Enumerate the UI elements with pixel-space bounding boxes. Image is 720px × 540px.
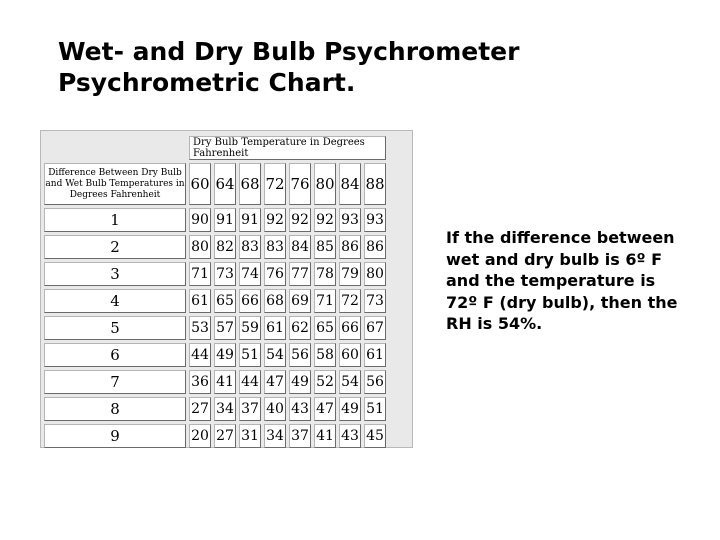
humidity-cell: 52 xyxy=(314,370,336,394)
psychrometric-table xyxy=(41,133,389,451)
table-row xyxy=(44,289,386,313)
humidity-cell: 43 xyxy=(289,397,311,421)
humidity-cell: 34 xyxy=(264,424,286,448)
humidity-cell: 43 xyxy=(339,424,361,448)
humidity-cell: 79 xyxy=(339,262,361,286)
humidity-cell: 83 xyxy=(239,235,261,259)
humidity-cell: 65 xyxy=(214,289,236,313)
top-header-row xyxy=(44,136,386,160)
temperature-header-cell: 84 xyxy=(339,163,361,205)
humidity-cell: 93 xyxy=(364,208,386,232)
difference-cell: 8 xyxy=(44,397,186,421)
table-row xyxy=(44,397,386,421)
humidity-cell: 91 xyxy=(214,208,236,232)
explanation-note: If the difference between wet and dry bulb is 6º F and the temperature is 72º F (dry bulb), then the RH is 54%. xyxy=(446,228,678,333)
temperature-header-cell: 64 xyxy=(214,163,236,205)
humidity-cell: 85 xyxy=(314,235,336,259)
table-row xyxy=(44,316,386,340)
difference-cell: 6 xyxy=(44,343,186,367)
title-line-2: Psychrometric Chart. xyxy=(58,68,356,97)
humidity-cell: 44 xyxy=(189,343,211,367)
humidity-cell: 27 xyxy=(189,397,211,421)
table-row xyxy=(44,370,386,394)
humidity-cell: 20 xyxy=(189,424,211,448)
humidity-cell: 27 xyxy=(214,424,236,448)
difference-cell: 2 xyxy=(44,235,186,259)
difference-cell: 7 xyxy=(44,370,186,394)
difference-cell: 5 xyxy=(44,316,186,340)
humidity-cell: 80 xyxy=(364,262,386,286)
humidity-cell: 92 xyxy=(264,208,286,232)
humidity-cell: 93 xyxy=(339,208,361,232)
table-row xyxy=(44,343,386,367)
humidity-cell: 72 xyxy=(339,289,361,313)
title-line-1: Wet- and Dry Bulb Psychrometer xyxy=(58,37,520,66)
humidity-cell: 73 xyxy=(364,289,386,313)
humidity-cell: 41 xyxy=(314,424,336,448)
humidity-cell: 86 xyxy=(364,235,386,259)
humidity-cell: 76 xyxy=(264,262,286,286)
humidity-cell: 45 xyxy=(364,424,386,448)
table-row xyxy=(44,424,386,448)
humidity-cell: 57 xyxy=(214,316,236,340)
humidity-cell: 31 xyxy=(239,424,261,448)
difference-header: Difference Between Dry Bulb and Wet Bulb Temperatures in Degrees Fahrenheit xyxy=(44,163,186,205)
psychrometric-table-frame xyxy=(40,130,413,448)
humidity-cell: 71 xyxy=(189,262,211,286)
humidity-cell: 34 xyxy=(214,397,236,421)
humidity-cell: 78 xyxy=(314,262,336,286)
humidity-cell: 77 xyxy=(289,262,311,286)
temperature-header-cell: 60 xyxy=(189,163,211,205)
humidity-cell: 65 xyxy=(314,316,336,340)
humidity-cell: 56 xyxy=(289,343,311,367)
page-title xyxy=(58,36,519,98)
difference-cell: 9 xyxy=(44,424,186,448)
humidity-cell: 82 xyxy=(214,235,236,259)
humidity-cell: 60 xyxy=(339,343,361,367)
humidity-cell: 74 xyxy=(239,262,261,286)
humidity-cell: 92 xyxy=(289,208,311,232)
humidity-cell: 59 xyxy=(239,316,261,340)
temperature-header-cell: 88 xyxy=(364,163,386,205)
humidity-cell: 56 xyxy=(364,370,386,394)
humidity-cell: 40 xyxy=(264,397,286,421)
humidity-cell: 66 xyxy=(339,316,361,340)
humidity-cell: 37 xyxy=(239,397,261,421)
table-row xyxy=(44,208,386,232)
humidity-cell: 51 xyxy=(239,343,261,367)
humidity-cell: 49 xyxy=(214,343,236,367)
humidity-cell: 61 xyxy=(364,343,386,367)
humidity-cell: 68 xyxy=(264,289,286,313)
humidity-cell: 41 xyxy=(214,370,236,394)
humidity-cell: 69 xyxy=(289,289,311,313)
table-row xyxy=(44,262,386,286)
humidity-cell: 67 xyxy=(364,316,386,340)
humidity-cell: 61 xyxy=(264,316,286,340)
humidity-cell: 83 xyxy=(264,235,286,259)
dry-bulb-header: Dry Bulb Temperature in Degrees Fahrenheit xyxy=(189,136,386,160)
temperature-header-cell: 76 xyxy=(289,163,311,205)
humidity-cell: 37 xyxy=(289,424,311,448)
humidity-cell: 92 xyxy=(314,208,336,232)
difference-cell: 4 xyxy=(44,289,186,313)
humidity-cell: 90 xyxy=(189,208,211,232)
humidity-cell: 86 xyxy=(339,235,361,259)
difference-cell: 3 xyxy=(44,262,186,286)
humidity-cell: 53 xyxy=(189,316,211,340)
humidity-cell: 47 xyxy=(264,370,286,394)
humidity-cell: 54 xyxy=(264,343,286,367)
humidity-cell: 73 xyxy=(214,262,236,286)
empty-corner xyxy=(44,136,186,160)
humidity-cell: 91 xyxy=(239,208,261,232)
humidity-cell: 47 xyxy=(314,397,336,421)
temperature-header-row xyxy=(44,163,386,205)
humidity-cell: 44 xyxy=(239,370,261,394)
humidity-cell: 84 xyxy=(289,235,311,259)
humidity-cell: 71 xyxy=(314,289,336,313)
humidity-cell: 62 xyxy=(289,316,311,340)
humidity-cell: 49 xyxy=(289,370,311,394)
humidity-cell: 58 xyxy=(314,343,336,367)
difference-cell: 1 xyxy=(44,208,186,232)
humidity-cell: 61 xyxy=(189,289,211,313)
temperature-header-cell: 80 xyxy=(314,163,336,205)
humidity-cell: 49 xyxy=(339,397,361,421)
table-row xyxy=(44,235,386,259)
humidity-cell: 36 xyxy=(189,370,211,394)
humidity-cell: 51 xyxy=(364,397,386,421)
humidity-cell: 80 xyxy=(189,235,211,259)
temperature-header-cell: 72 xyxy=(264,163,286,205)
humidity-cell: 66 xyxy=(239,289,261,313)
humidity-cell: 54 xyxy=(339,370,361,394)
temperature-header-cell: 68 xyxy=(239,163,261,205)
